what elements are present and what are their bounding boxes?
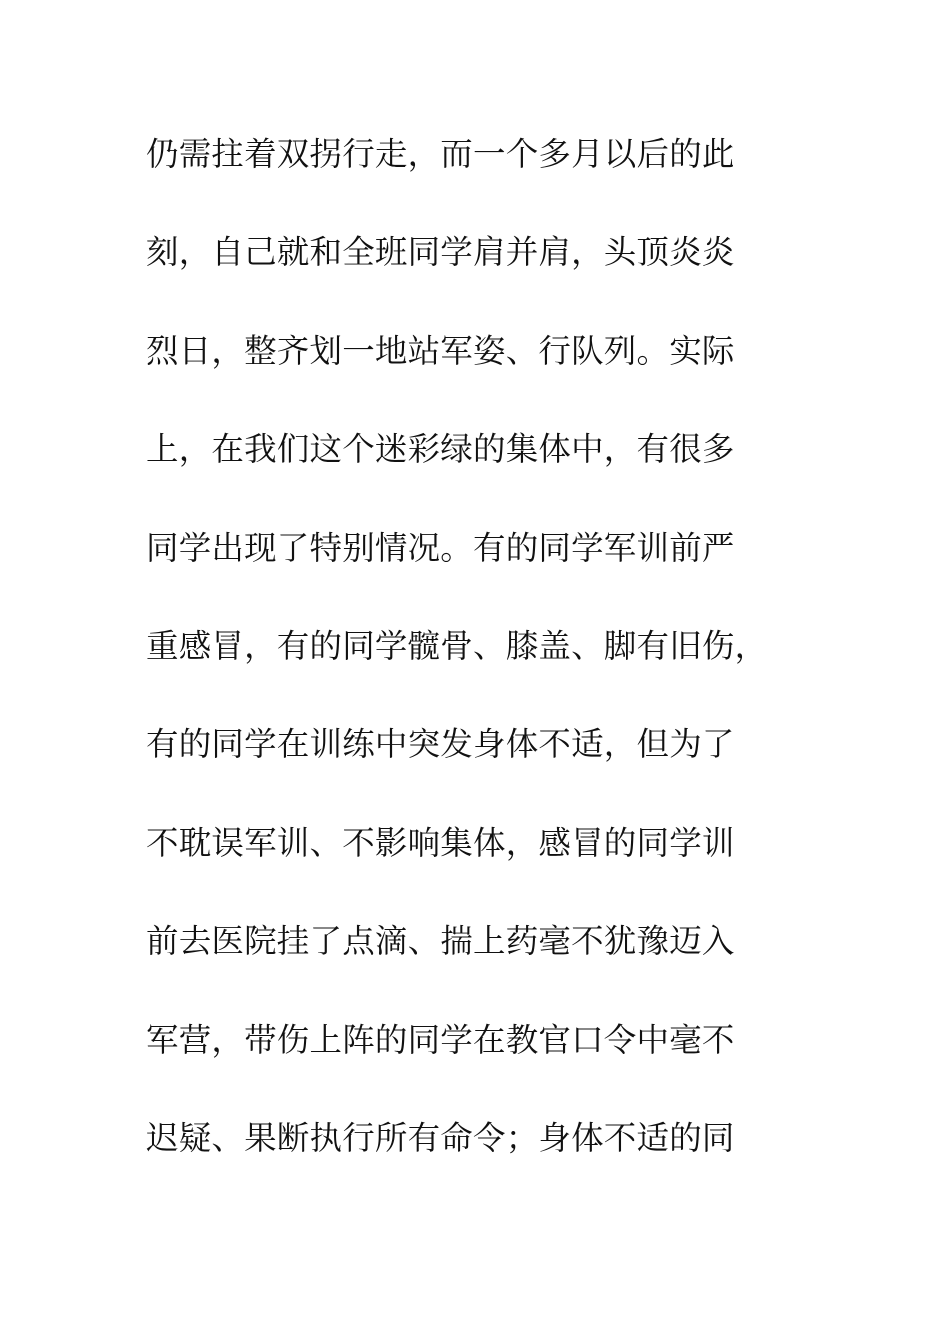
text-line: 迟疑、果断执行所有命令；身体不适的同 [146,1118,735,1157]
text-line: 军营，带伤上阵的同学在教官口令中毫不 [146,1020,735,1059]
text-line: 前去医院挂了点滴、揣上药毫不犹豫迈入 [146,922,735,961]
text-line: 烈日，整齐划一地站军姿、行队列。实际 [146,331,735,370]
text-line: 刻，自己就和全班同学肩并肩，头顶炎炎 [146,233,735,272]
text-line: 有的同学在训练中突发身体不适，但为了 [146,725,735,764]
text-line: 不耽误军训、不影响集体，感冒的同学训 [146,823,735,862]
text-line: 重感冒，有的同学髋骨、膝盖、脚有旧伤， [146,626,768,665]
text-line: 同学出现了特别情况。有的同学军训前严 [146,528,735,567]
body-text [146,128,826,1210]
text-line: 上，在我们这个迷彩绿的集体中，有很多 [146,430,735,469]
text-line: 仍需拄着双拐行走，而一个多月以后的此 [146,135,735,173]
